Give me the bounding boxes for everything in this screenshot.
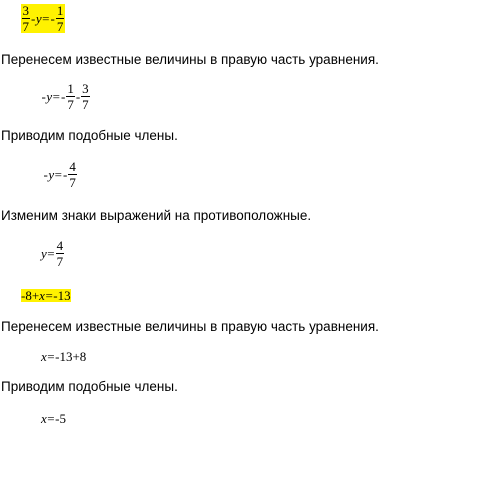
variable-x: x xyxy=(41,349,47,364)
instruction-move-known-terms-1: Перенесем известные величины в правую часть уравнения. xyxy=(1,52,379,67)
fraction-four-sevenths xyxy=(56,239,65,268)
fraction-denominator: 7 xyxy=(67,97,74,112)
fraction-numerator: 1 xyxy=(67,81,74,96)
equation-6 xyxy=(41,350,86,363)
variable-y: y xyxy=(48,167,55,182)
variable-x: x xyxy=(41,411,47,426)
variable-y: y xyxy=(46,89,53,104)
variable-x: x xyxy=(39,288,45,303)
equals-sign: = xyxy=(54,167,62,182)
instruction-combine-like-terms-1: Приводим подобные члены. xyxy=(1,128,178,143)
variable-y: y xyxy=(41,246,47,261)
fraction-numerator: 3 xyxy=(22,3,29,18)
equation-3 xyxy=(43,160,77,189)
equation-2 xyxy=(41,82,90,111)
minus-sign: - xyxy=(62,167,68,182)
fraction-denominator: 7 xyxy=(56,19,64,34)
fraction-numerator: 1 xyxy=(56,3,64,18)
right-expression: -5 xyxy=(55,411,66,426)
equals-sign: = xyxy=(47,411,55,426)
instruction-change-signs: Изменим знаки выражений на противоположные. xyxy=(1,208,312,223)
equals-sign: = xyxy=(47,349,55,364)
fraction-one-seventh xyxy=(56,4,65,33)
instruction-combine-like-terms-2: Приводим подобные члены. xyxy=(1,379,178,394)
equals-sign: = xyxy=(52,89,60,104)
minus-sign: - xyxy=(75,89,81,104)
equation-5 xyxy=(21,289,71,302)
left-expression: -8+ xyxy=(21,288,40,303)
minus-sign: - xyxy=(60,89,66,104)
equation-4 xyxy=(41,239,65,268)
fraction-denominator: 7 xyxy=(82,97,89,112)
minus-sign: - xyxy=(41,89,46,104)
minus-sign: - xyxy=(31,11,36,26)
equation-7 xyxy=(41,412,66,425)
fraction-three-sevenths xyxy=(22,4,31,33)
fraction-numerator: 3 xyxy=(82,81,89,96)
equals-sign: = xyxy=(47,246,55,261)
instruction-move-known-terms-2: Перенесем известные величины в правую часть уравнения. xyxy=(1,319,379,334)
right-expression: -13 xyxy=(53,288,71,303)
minus-sign: - xyxy=(50,11,55,26)
fraction-numerator: 4 xyxy=(56,238,64,253)
variable-y: y xyxy=(35,11,42,26)
fraction-four-sevenths xyxy=(68,160,77,189)
minus-sign: - xyxy=(43,167,48,182)
equals-sign: = xyxy=(42,11,50,26)
fraction-denominator: 7 xyxy=(22,19,29,34)
equation-1 xyxy=(21,4,65,33)
fraction-three-sevenths xyxy=(81,82,90,111)
fraction-denominator: 7 xyxy=(69,175,76,190)
right-expression: -13+8 xyxy=(55,349,87,364)
fraction-denominator: 7 xyxy=(56,254,64,269)
equals-sign: = xyxy=(45,288,53,303)
fraction-numerator: 4 xyxy=(69,159,76,174)
fraction-one-seventh xyxy=(66,82,75,111)
